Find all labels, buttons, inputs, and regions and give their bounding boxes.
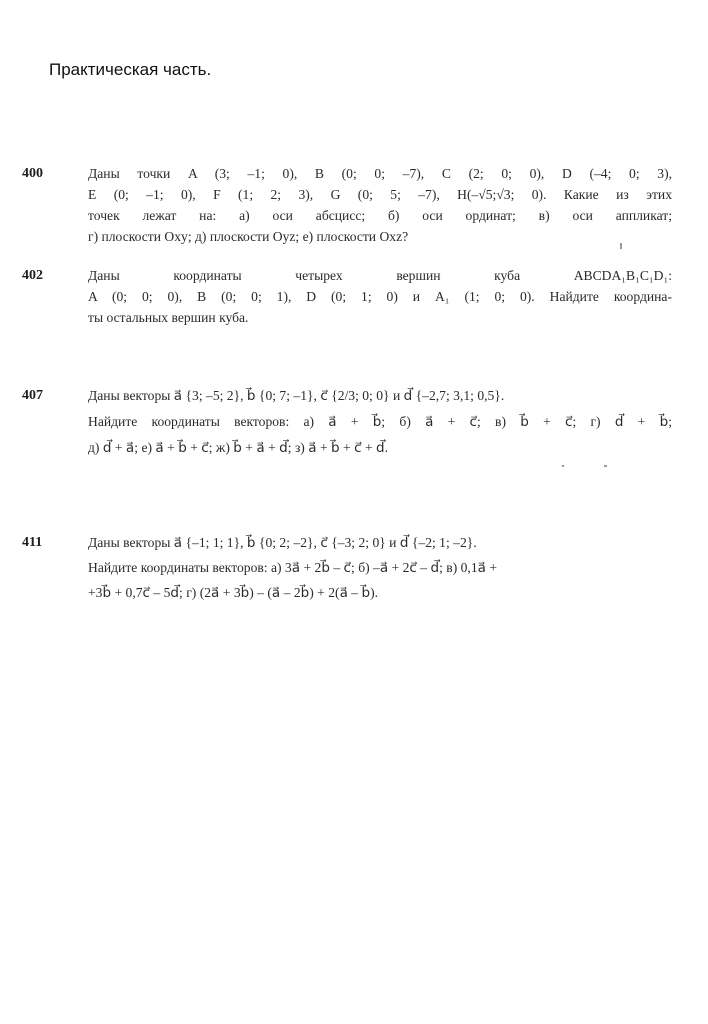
problem-line: Даны векторы a⃗ {–1; 1; 1}, b⃗ {0; 2; –2}, c⃗ {–3; 2; 0} и d⃗ {–2; 1; –2}. (88, 535, 477, 550)
problem-line: Даны точки A (3; –1; 0), B (0; 0; –7), C (2; 0; 0), D (–4; 0; 3), (88, 166, 672, 181)
problem-text (88, 383, 672, 461)
problem-line: Найдите координаты векторов: а) a⃗ + b⃗; б) a⃗ + c⃗; в) b⃗ + c⃗; г) d⃗ + b⃗; (88, 414, 672, 429)
problem-line: Даны векторы a⃗ {3; –5; 2}, b⃗ {0; 7; –1}, c⃗ {2/3; 0; 0} и d⃗ {–2,7; 3,1; 0,5}. (88, 388, 505, 403)
problem-number: 400 (22, 166, 43, 181)
problem-line: Найдите координаты векторов: а) 3a⃗ + 2b⃗ – c⃗; б) –a⃗ + 2c⃗ – d⃗; в) 0,1a⃗ + (88, 560, 498, 575)
problem-number: 407 (22, 388, 43, 403)
problem-line: д) d⃗ + a⃗; е) a⃗ + b⃗ + c⃗; ж) b⃗ + a⃗ + d⃗; з) a⃗ + b⃗ + c⃗ + d⃗. (88, 440, 389, 455)
problem-line: +3b⃗ + 0,7c⃗ – 5d⃗; г) (2a⃗ + 3b⃗) – (a⃗ – 2b⃗) + 2(a⃗ – b⃗). (88, 585, 379, 600)
scan-speck (620, 243, 622, 249)
problem-line: E (0; –1; 0), F (1; 2; 3), G (0; 5; –7), H(–√5;√3; 0). Какие из этих (88, 187, 672, 202)
problem-407 (22, 383, 672, 461)
problem-402 (22, 265, 672, 328)
problem-number: 402 (22, 268, 43, 283)
problem-line: ты остальных вершин куба. (88, 310, 249, 325)
problem-411 (22, 530, 672, 605)
problem-number: 411 (22, 535, 43, 550)
problem-line: Даны координаты четырех вершин куба ABCDA₁B₁C₁D₁: (88, 268, 672, 283)
scan-speck (562, 465, 564, 467)
page-title: Практическая часть. (49, 60, 212, 79)
problem-text (88, 265, 672, 328)
problem-line: точек лежат на: а) оси абсцисс; б) оси ординат; в) оси аппликат; (88, 208, 672, 223)
problem-400 (22, 163, 672, 247)
problem-line: г) плоскости Oxy; д) плоскости Oyz; е) плоскости Oxz? (88, 229, 409, 244)
problem-line: A (0; 0; 0), B (0; 0; 1), D (0; 1; 0) и A₁ (1; 0; 0). Найдите координа- (88, 289, 672, 304)
problem-text (88, 163, 672, 247)
scan-speck (604, 465, 607, 467)
problem-text (88, 530, 672, 605)
